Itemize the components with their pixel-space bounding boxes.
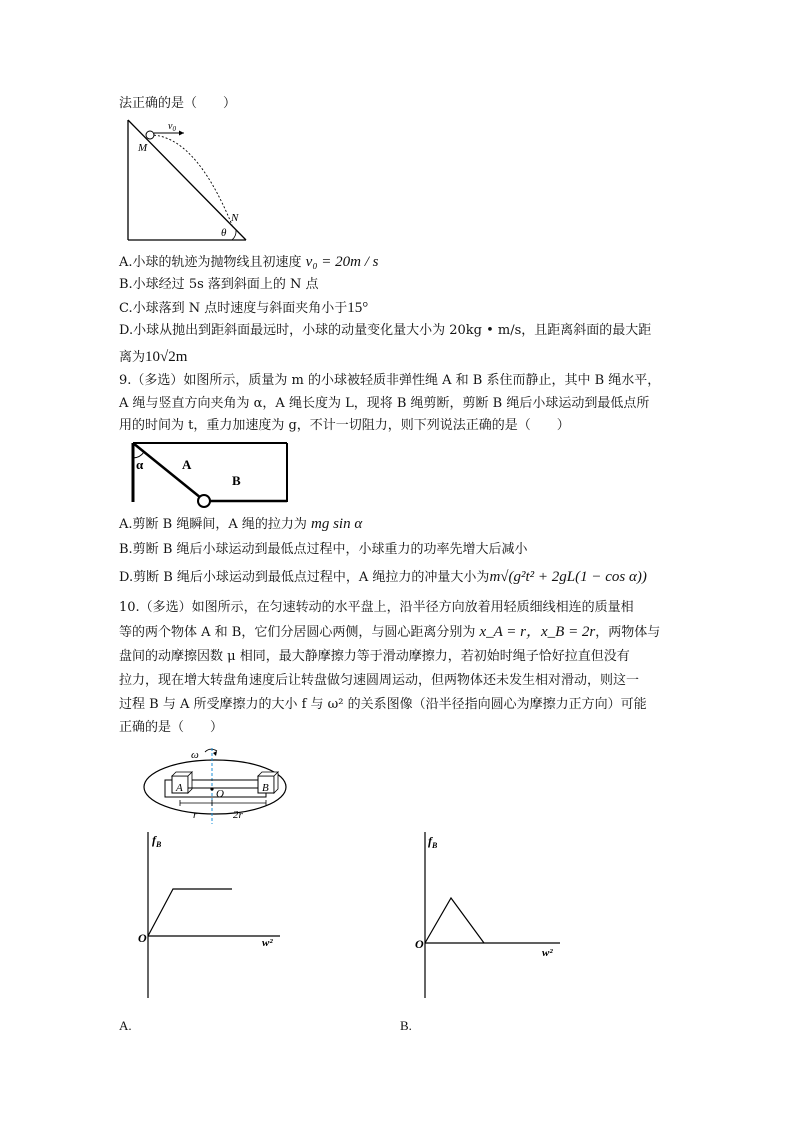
q10-O-label: O — [216, 788, 224, 800]
q10-option-b-label: B. — [400, 1018, 412, 1033]
q10-stem-line4: 拉力，现在增大转盘角速度后让转盘做匀速圆周运动，但两物体还未发生相对滑动，则这一 — [119, 673, 640, 688]
q9-option-b: B.剪断 B 绳后小球运动到最低点过程中，小球重力的功率先增大后减小 — [119, 542, 528, 557]
q9-option-d: D.剪断 B 绳后小球运动到最低点过程中，A 绳拉力的冲量大小为m√(g²t² + 2gL(1 − cos α)) — [119, 569, 647, 585]
q10-graph-a-curve — [148, 889, 232, 936]
q10-graph-b-curve — [425, 898, 484, 943]
q10-omega-label: ω — [191, 749, 199, 761]
q10-graph-a — [140, 830, 300, 1000]
q9-alpha-label: α — [136, 457, 144, 472]
q9-stem-line1: 9.（多选）如图所示，质量为 m 的小球被轻质非弹性绳 A 和 B 系住而静止，其中 B 绳水平， — [119, 373, 661, 388]
q10-r-label: r — [193, 809, 198, 821]
q8-option-c: C.小球落到 N 点时速度与斜面夹角小于15° — [119, 300, 369, 316]
q9-stem-line3: 用的时间为 t，重力加速度为 g，不计一切阻力，则下列说法正确的是（ ） — [119, 418, 570, 433]
q8-option-b: B.小球经过 5s 落到斜面上的 N 点 — [119, 277, 319, 292]
q8-option-d-line1: D.小球从抛出到距斜面最远时，小球的动量变化量大小为 20kg • m/s，且距离斜面的最大距 — [119, 323, 652, 338]
q9-option-a: A.剪断 B 绳瞬间，A 绳的拉力为 mg sin α — [119, 516, 363, 532]
q10-A-block-label: A — [176, 782, 183, 794]
q10-graph-a-ylabel: $f_B$ — [152, 833, 162, 849]
q10-graph-b-ylabel: $f_B$ — [428, 834, 438, 850]
q10-turntable-figure — [145, 742, 300, 822]
q10-graph-b-origin: O — [415, 937, 424, 951]
q10-B-block-label: B — [262, 782, 269, 794]
q10-stem-line3: 盘间的动摩擦因数 μ 相同，最大静摩擦力等于滑动摩擦力，若初始时绳子恰好拉直但没有 — [119, 649, 630, 664]
q10-2r-label: 2r — [233, 809, 243, 821]
q10-stem-line1: 10.（多选）如图所示，在匀速转动的水平盘上，沿半径方向放着用轻质细线相连的质量相 — [119, 600, 634, 615]
q8-M-label: M — [138, 142, 148, 154]
q8-stem-tail: 法正确的是（ ） — [119, 96, 237, 111]
q10-graph-a-xlabel: w² — [262, 937, 273, 949]
q10-stem-line5: 过程 B 与 A 所受摩擦力的大小 f 与 ω² 的关系图像（沿半径指向圆心为摩擦力正方向）可能 — [119, 697, 647, 712]
q10-graph-b-xlabel: w² — [542, 947, 553, 959]
q8-v0-label: $v_0$ — [168, 121, 176, 133]
q8-option-d-line2: 离为10√2m — [119, 349, 188, 365]
q9-B-label: B — [232, 473, 241, 488]
q10-stem-line2: 等的两个物体 A 和 B，它们分居圆心两侧，与圆心距离分别为 x_A = r，x_B = 2r，两物体与 — [119, 624, 661, 640]
q8-incline-figure — [120, 115, 260, 245]
q10-graph-a-origin: O — [138, 931, 147, 945]
q9-rope-figure — [125, 440, 295, 506]
q8-option-a: A.小球的轨迹为抛物线且初速度 v₀ = 20m / s — [119, 254, 379, 270]
q8-theta-label: θ — [221, 227, 227, 239]
q10-option-a-label: A. — [119, 1018, 132, 1033]
q9-stem-line2: A 绳与竖直方向夹角为 α，A 绳长度为 L，现将 B 绳剪断，剪断 B 绳后小球运动到最低点所 — [119, 396, 650, 411]
q10-graph-b — [415, 830, 575, 1000]
q10-stem-line6: 正确的是（ ） — [119, 720, 224, 735]
q8-N-label: N — [231, 212, 239, 224]
q9-A-label: A — [182, 457, 192, 472]
